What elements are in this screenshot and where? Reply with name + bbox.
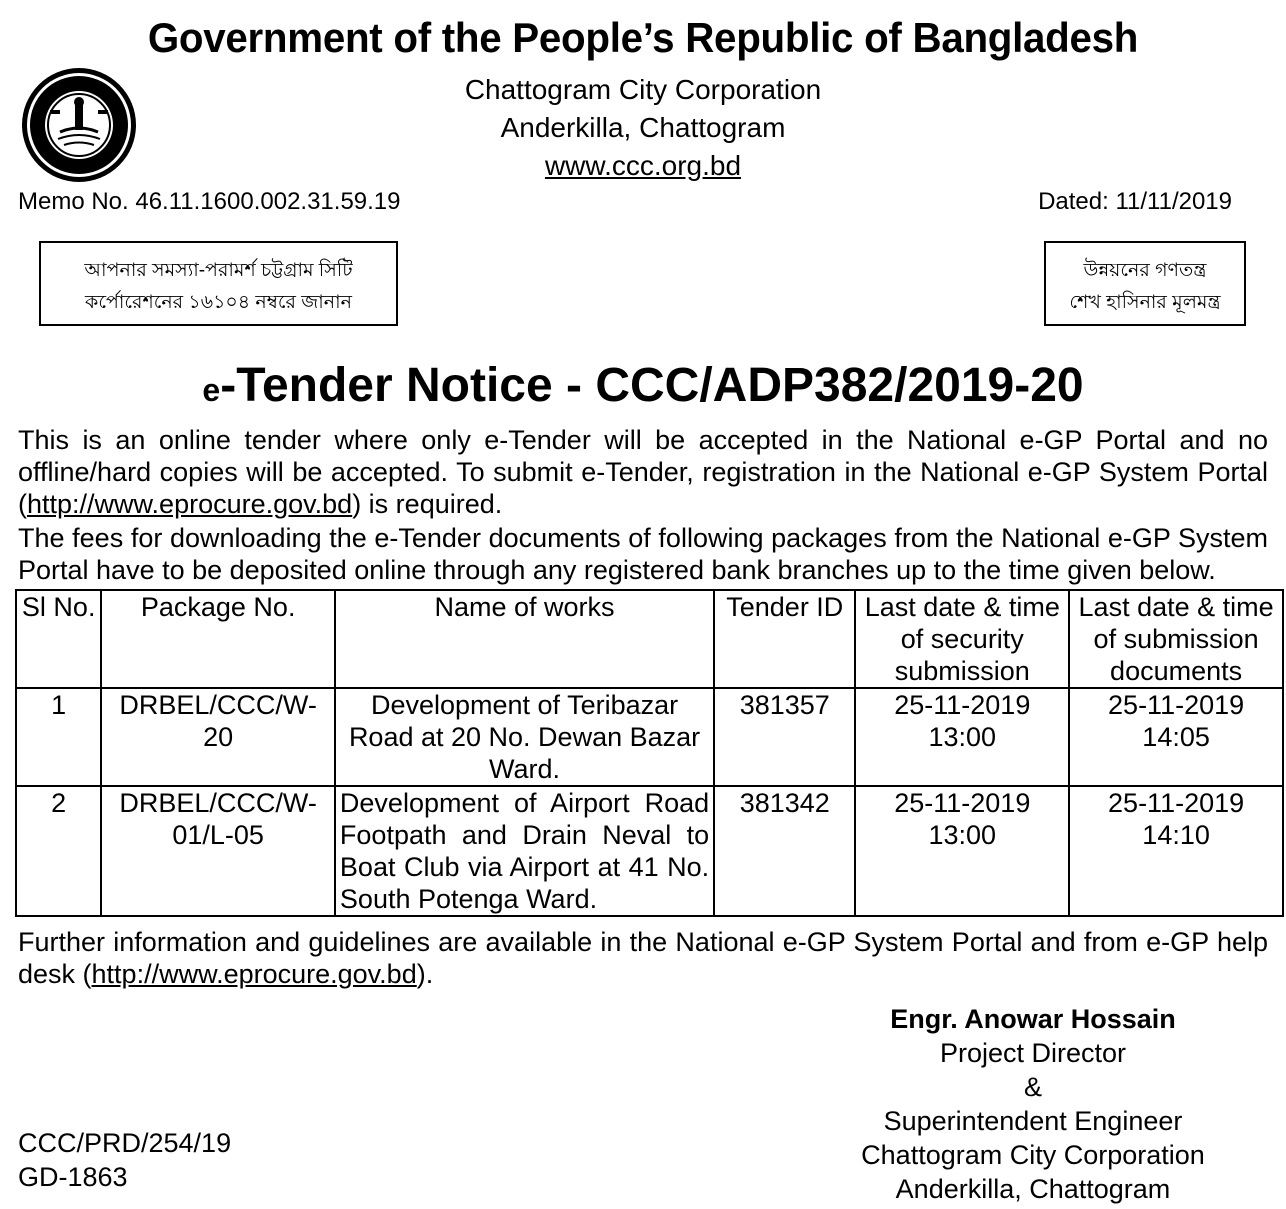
website-link[interactable]: www.ccc.org.bd bbox=[544, 150, 742, 181]
cell-submission bbox=[1069, 688, 1283, 786]
reference-codes bbox=[18, 1126, 231, 1194]
cell-sl: 1 bbox=[16, 688, 101, 786]
intro-p1-text: This is an online tender where only e-Tender will be accepted in the National e-GP Portal and no offline/hard copies will be accepted. To submit e-Tender, registration in the National e-GP System Portal ( bbox=[18, 425, 1268, 519]
intro-p1-after: ) is required. bbox=[352, 489, 503, 519]
box-right-line1: উন্নয়নের গণতন্ত্র bbox=[1083, 260, 1207, 281]
cell-sl: 2 bbox=[16, 786, 101, 916]
box-right-line2: শেখ হাসিনার মূলমন্ত্র bbox=[1069, 292, 1221, 313]
signatory-title-2: Superintendent Engineer bbox=[883, 1106, 1183, 1136]
cell-package: DRBEL/CCC/W-20 bbox=[101, 688, 335, 786]
signatory-org: Chattogram City Corporation bbox=[861, 1140, 1205, 1170]
signatory-title-1: Project Director bbox=[939, 1038, 1127, 1068]
notice-title-main: -Tender Notice - CCC/ADP382/2019-20 bbox=[220, 359, 1084, 412]
col-header-package: Package No. bbox=[101, 590, 335, 688]
cell-package: DRBEL/CCC/W-01/L-05 bbox=[101, 786, 335, 916]
intro-paragraph-2: The fees for downloading the e-Tender documents of following packages from the National e-GP System Portal have to be deposited online through any registered bank branches up to the time given below. bbox=[18, 523, 1268, 585]
submission-time: 14:10 bbox=[1142, 820, 1210, 850]
security-time: 13:00 bbox=[928, 722, 997, 752]
further-info-after: ). bbox=[416, 959, 434, 989]
org-name: Chattogram City Corporation bbox=[464, 74, 822, 105]
box-left-line2: কর্পোরেশনের ১৬১০৪ নম্বরে জানান bbox=[85, 292, 352, 313]
table-row bbox=[16, 786, 1283, 916]
dated: Dated: 11/11/2019 bbox=[1038, 188, 1232, 215]
security-date: 25-11-2019 bbox=[894, 788, 1031, 818]
col-header-name: Name of works bbox=[335, 590, 714, 688]
further-info bbox=[18, 926, 1268, 990]
box-left-line1: আপনার সমস্যা-পরামর্শ চট্টগ্রাম সিটি bbox=[84, 260, 353, 281]
notice-title bbox=[0, 358, 1286, 413]
cell-security bbox=[855, 688, 1069, 786]
memo-number: Memo No. 46.11.1600.002.31.59.19 bbox=[18, 188, 401, 215]
security-time: 13:00 bbox=[928, 820, 997, 850]
submission-time: 14:05 bbox=[1142, 722, 1210, 752]
government-heading: Government of the People’s Republic of Bangladesh bbox=[147, 14, 1139, 61]
cell-security bbox=[855, 786, 1069, 916]
org-address: Anderkilla, Chattogram bbox=[500, 112, 786, 143]
complaint-hotline-box bbox=[39, 241, 398, 326]
col-header-security: Last date & time of security submission bbox=[855, 590, 1069, 688]
intro-paragraph-1 bbox=[18, 424, 1268, 520]
signatory-amp: & bbox=[1023, 1072, 1042, 1102]
table-header-row bbox=[16, 590, 1283, 688]
signature-block bbox=[850, 1002, 1216, 1206]
signatory-address: Anderkilla, Chattogram bbox=[895, 1174, 1171, 1204]
col-header-sl: Sl No. bbox=[16, 590, 101, 688]
submission-date: 25-11-2019 bbox=[1108, 690, 1245, 720]
submission-date: 25-11-2019 bbox=[1108, 788, 1245, 818]
website-row bbox=[0, 150, 1286, 182]
table-row bbox=[16, 688, 1283, 786]
notice-title-prefix: e bbox=[202, 372, 221, 408]
slogan-box bbox=[1044, 241, 1246, 326]
ref-prd: CCC/PRD/254/19 bbox=[18, 1128, 232, 1158]
eprocure-link-footer[interactable]: http://www.eprocure.gov.bd bbox=[91, 959, 417, 989]
col-header-submission: Last date & time of submission documents bbox=[1069, 590, 1283, 688]
tender-table bbox=[15, 589, 1284, 917]
cell-tender-id: 381342 bbox=[714, 786, 855, 916]
ref-gd: GD-1863 bbox=[18, 1162, 128, 1192]
security-date: 25-11-2019 bbox=[894, 690, 1031, 720]
cell-submission bbox=[1069, 786, 1283, 916]
signatory-name: Engr. Anowar Hossain bbox=[890, 1004, 1176, 1034]
eprocure-link[interactable]: http://www.eprocure.gov.bd bbox=[27, 489, 353, 519]
further-info-text: Further information and guidelines are available in the National e-GP System Portal and from e-GP help desk ( bbox=[18, 927, 1268, 989]
cell-name: Development of Teribazar Road at 20 No. Dewan Bazar Ward. bbox=[335, 688, 714, 786]
cell-name: Development of Airport Road Footpath and Drain Neval to Boat Club via Airport at 41 No. South Potenga Ward. bbox=[335, 786, 714, 916]
col-header-tender-id: Tender ID bbox=[714, 590, 855, 688]
cell-tender-id: 381357 bbox=[714, 688, 855, 786]
